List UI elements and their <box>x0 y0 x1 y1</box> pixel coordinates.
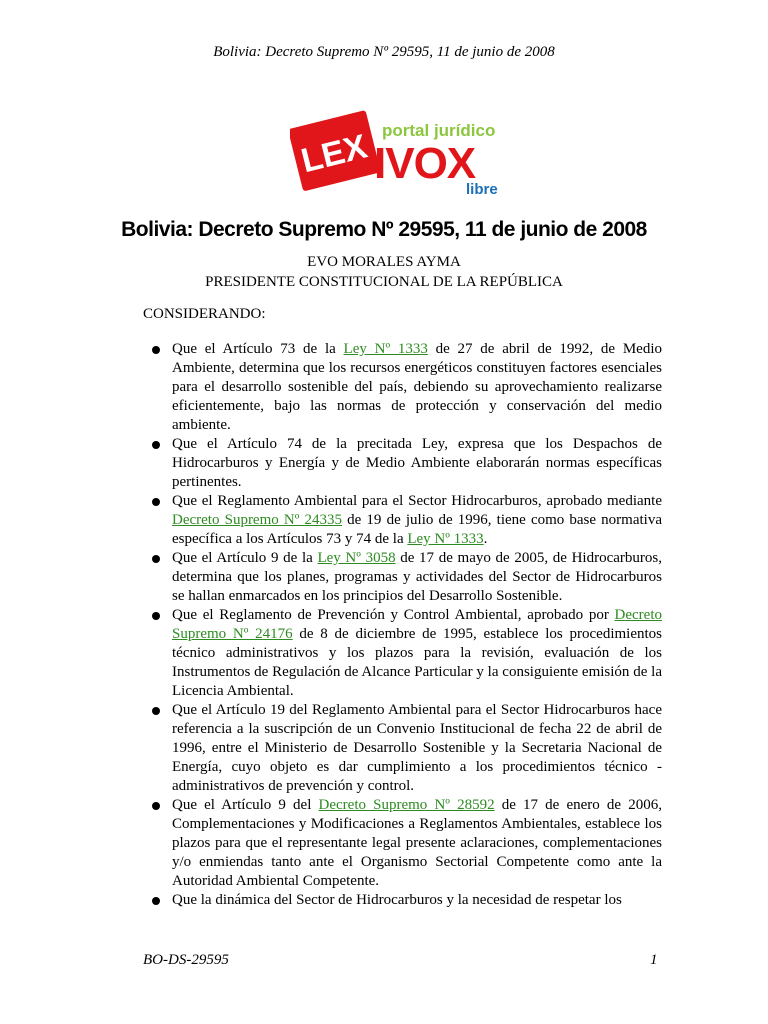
consideration-text: Que el Artículo 73 de la <box>172 341 344 357</box>
consideration-text: de 8 de diciembre de 1995, establece los procedimientos técnico administrativos y los plazos para la revisión, evaluación de los Instrumentos de Regulación de Alcance Particular y la consiguiente emisión de la Licencia Ambiental. <box>172 626 662 699</box>
logo-libre-text: libre <box>466 181 498 198</box>
logo-ivox-text: IVOX <box>374 139 476 188</box>
consideration-text: Que el Reglamento de Prevención y Control Ambiental, aprobado por <box>172 607 615 623</box>
bullet-icon <box>152 498 160 506</box>
lexivox-logo[interactable] <box>290 106 520 202</box>
consideration-item <box>150 492 662 549</box>
considerando-heading: CONSIDERANDO: <box>143 306 266 322</box>
consideration-item <box>150 606 662 701</box>
consideration-text: Que el Artículo 74 de la precitada Ley, expresa que los Despachos de Hidrocarburos y Energía y de Medio Ambiente elaborarán normas específicas pertinentes. <box>172 436 662 490</box>
footer-page-number: 1 <box>650 952 658 968</box>
consideration-item <box>150 796 662 891</box>
bullet-icon <box>152 555 160 563</box>
signer-name: EVO MORALES AYMA <box>307 254 461 270</box>
document-title: Bolivia: Decreto Supremo Nº 29595, 11 de junio de 2008 <box>121 218 647 241</box>
consideration-item <box>150 701 662 796</box>
legal-reference-link[interactable]: Ley Nº 3058 <box>317 550 396 566</box>
logo-lex-text: LEX <box>297 127 371 181</box>
bullet-icon <box>152 612 160 620</box>
legal-reference-link[interactable]: Ley Nº 1333 <box>407 531 484 547</box>
consideration-text: de 19 de julio de 1996, tiene como base normativa específica a los Artículos 73 y 74 de la <box>172 512 662 547</box>
consideration-item <box>150 891 662 910</box>
consideration-text: Que el Artículo 9 del <box>172 797 319 813</box>
legal-reference-link[interactable]: Ley Nº 1333 <box>343 341 428 357</box>
lex-emblem <box>290 110 381 191</box>
consideration-item <box>150 549 662 606</box>
logo-portal-text: portal jurídico <box>382 121 496 140</box>
considerations-list <box>150 340 662 910</box>
bullet-icon <box>152 441 160 449</box>
consideration-text: de 17 de enero de 2006, Complementaciones y Modificaciones a Reglamentos Ambientales, establece los plazos para que el representante legal presente aclaraciones, complementaciones y/o enmiendas tanto ante el Organismo Sectorial Competente como ante la Autoridad Ambiental Competente. <box>172 797 662 889</box>
consideration-text: de 27 de abril de 1992, de Medio Ambiente, determina que los recursos energéticos constituyen factores esenciales para el desarrollo sostenible del país, debiendo su aprovechamiento realizarse eficientemente, bajo las normas de protección y conservación del medio ambiente. <box>172 341 662 433</box>
consideration-text: Que el Artículo 9 de la <box>172 550 318 566</box>
consideration-text: . <box>483 531 488 547</box>
bullet-icon <box>152 802 160 810</box>
consideration-item <box>150 435 662 492</box>
legal-reference-link[interactable]: Decreto Supremo Nº 24335 <box>172 512 343 528</box>
footer-doc-code: BO-DS-29595 <box>143 952 229 968</box>
signer-block <box>0 252 768 292</box>
signer-role: PRESIDENTE CONSTITUCIONAL DE LA REPÚBLICA <box>205 274 563 290</box>
running-header: Bolivia: Decreto Supremo Nº 29595, 11 de junio de 2008 <box>213 44 555 60</box>
bullet-icon <box>152 346 160 354</box>
bullet-icon <box>152 897 160 905</box>
bullet-icon <box>152 707 160 715</box>
consideration-text: Que el Reglamento Ambiental para el Sector Hidrocarburos, aprobado mediante <box>172 493 662 509</box>
consideration-text: Que la dinámica del Sector de Hidrocarburos y la necesidad de respetar los <box>172 892 622 908</box>
consideration-text: Que el Artículo 19 del Reglamento Ambiental para el Sector Hidrocarburos hace referencia a la suscripción de un Convenio Institucional de fecha 22 de abril de 1996, entre el Ministerio de Desarrollo Sostenible y la Secretaria Nacional de Energía, cuyo objeto es dar cumplimiento a los procedimientos técnico - administrativos de prevención y control. <box>172 702 662 794</box>
consideration-text: de 17 de mayo de 2005, de Hidrocarburos, determina que los planes, programas y actividades del Sector de Hidrocarburos se hallan enmarcados en los principios del Desarrollo Sostenible. <box>172 550 662 604</box>
legal-reference-link[interactable]: Decreto Supremo Nº 28592 <box>318 797 495 813</box>
legal-reference-link[interactable]: Decreto Supremo Nº 24176 <box>172 607 662 642</box>
consideration-item <box>150 340 662 435</box>
